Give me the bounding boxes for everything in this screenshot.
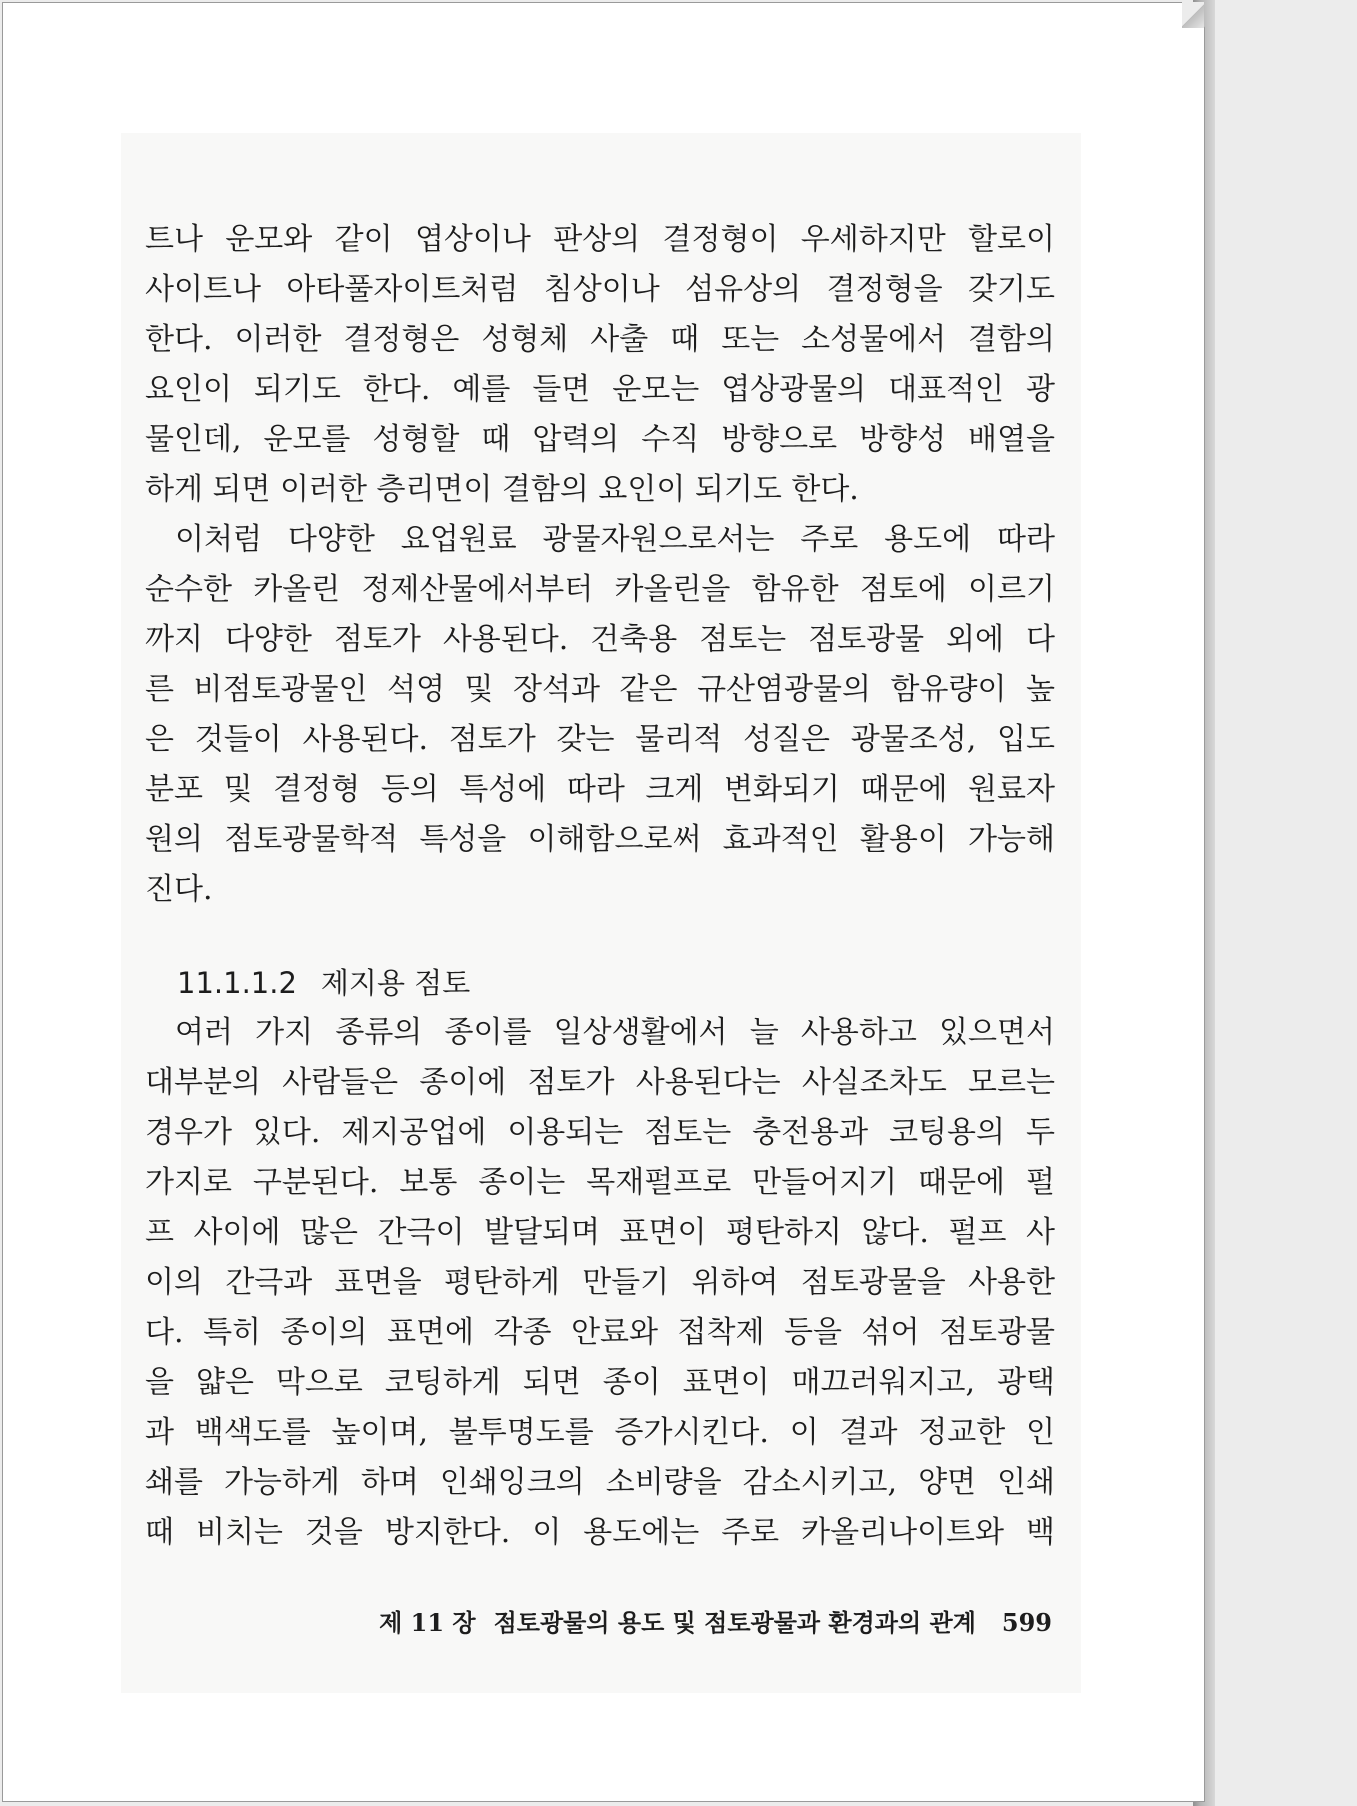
body-text bbox=[145, 215, 1055, 1558]
paragraph-1-line: 트나 운모와 같이 엽상이나 판상의 결정형이 우세하지만 할로이 bbox=[145, 222, 1055, 257]
paragraph-3-line: 다. 특히 종이의 표면에 각종 안료와 접착제 등을 섞어 점토광물 bbox=[145, 1315, 1055, 1350]
running-footer bbox=[300, 1603, 1052, 1638]
section-heading bbox=[145, 958, 1055, 1008]
page-number: 599 bbox=[1001, 1608, 1052, 1637]
paragraph-2-line: 이처럼 다양한 요업원료 광물자원으로서는 주로 용도에 따라 bbox=[175, 522, 1055, 557]
paragraph-3-line: 쇄를 가능하게 하며 인쇄잉크의 소비량을 감소시키고, 양면 인쇄 bbox=[145, 1465, 1055, 1500]
footer-chapter: 제 11 장 bbox=[379, 1608, 476, 1637]
section-spacer bbox=[145, 915, 1055, 958]
paragraph-2-line: 순수한 카올린 정제산물에서부터 카올린을 함유한 점토에 이르기 bbox=[145, 572, 1055, 607]
paragraph-3-line: 프 사이에 많은 간극이 발달되며 표면이 평탄하지 않다. 펄프 사 bbox=[145, 1215, 1055, 1250]
paragraph-2-line: 른 비점토광물인 석영 및 장석과 같은 규산염광물의 함유량이 높 bbox=[145, 672, 1055, 707]
paragraph-2-line: 원의 점토광물학적 특성을 이해함으로써 효과적인 활용이 가능해 bbox=[145, 822, 1055, 857]
paragraph-1-line: 하게 되면 이러한 층리면이 결함의 요인이 되기도 한다. bbox=[145, 472, 859, 507]
paragraph-2-line: 까지 다양한 점토가 사용된다. 건축용 점토는 점토광물 외에 다 bbox=[145, 622, 1055, 657]
paragraph-3-line: 이의 간극과 표면을 평탄하게 만들기 위하여 점토광물을 사용한 bbox=[145, 1265, 1055, 1300]
paragraph-2-line: 은 것들이 사용된다. 점토가 갖는 물리적 성질은 광물조성, 입도 bbox=[145, 722, 1055, 757]
paragraph-1-line: 요인이 되기도 한다. 예를 들면 운모는 엽상광물의 대표적인 광 bbox=[145, 372, 1055, 407]
paragraph-1-line: 사이트나 아타풀자이트처럼 침상이나 섬유상의 결정형을 갖기도 bbox=[145, 272, 1055, 307]
paragraph-1-line: 물인데, 운모를 성형할 때 압력의 수직 방향으로 방향성 배열을 bbox=[145, 422, 1055, 457]
page-corner-fold bbox=[1182, 2, 1204, 28]
paragraph-2-line: 분포 및 결정형 등의 특성에 따라 크게 변화되기 때문에 원료자 bbox=[145, 772, 1055, 807]
section-title: 제지용 점토 bbox=[320, 966, 471, 1000]
paragraph-2-line: 진다. bbox=[145, 872, 213, 907]
paragraph-3-line: 대부분의 사람들은 종이에 점토가 사용된다는 사실조차도 모르는 bbox=[145, 1065, 1055, 1100]
paragraph-3-line: 가지로 구분된다. 보통 종이는 목재펄프로 만들어지기 때문에 펄 bbox=[145, 1165, 1055, 1200]
paragraph-3-line: 과 백색도를 높이며, 불투명도를 증가시킨다. 이 결과 정교한 인 bbox=[145, 1415, 1055, 1450]
footer-title: 점토광물의 용도 및 점토광물과 환경과의 관계 bbox=[493, 1608, 976, 1637]
paragraph-3-line: 경우가 있다. 제지공업에 이용되는 점토는 충전용과 코팅용의 두 bbox=[145, 1115, 1055, 1150]
paragraph-3-line: 을 얇은 막으로 코팅하게 되면 종이 표면이 매끄러워지고, 광택 bbox=[145, 1365, 1055, 1400]
paragraph-3-line: 여러 가지 종류의 종이를 일상생활에서 늘 사용하고 있으면서 bbox=[175, 1015, 1055, 1050]
section-number: 11.1.1.2 bbox=[177, 966, 297, 1000]
paragraph-1-line: 한다. 이러한 결정형은 성형체 사출 때 또는 소성물에서 결함의 bbox=[145, 322, 1055, 357]
paragraph-3-line: 때 비치는 것을 방지한다. 이 용도에는 주로 카올리나이트와 백 bbox=[145, 1515, 1055, 1550]
